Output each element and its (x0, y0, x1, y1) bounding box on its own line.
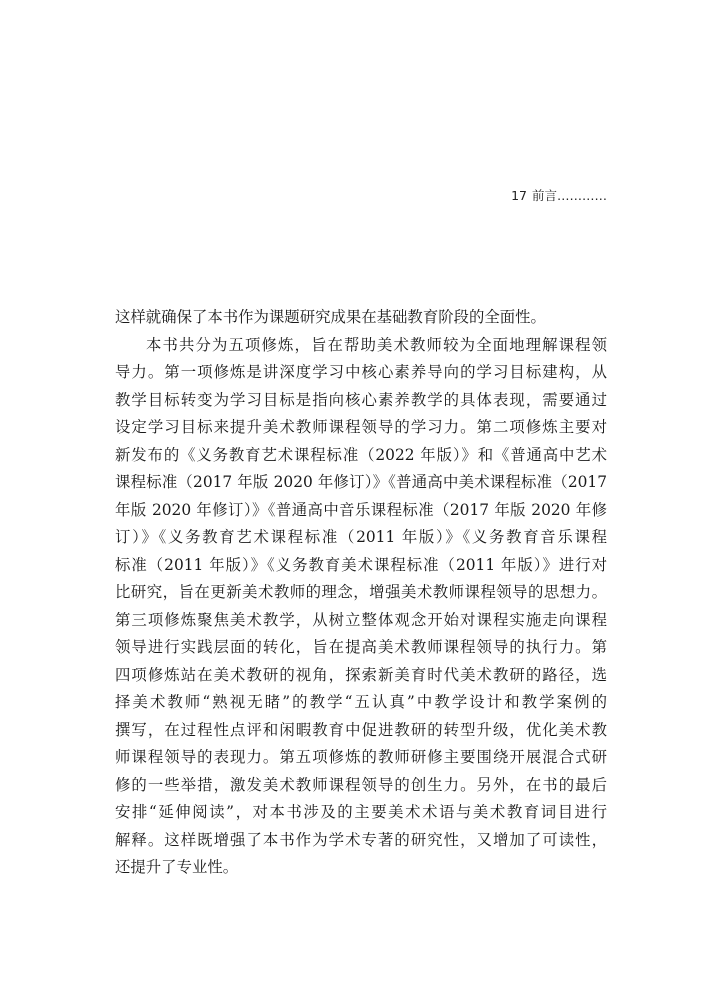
paragraph-line: 修的一些举措，激发美术教师课程领导的创生力。另外，在书的最后 (115, 775, 607, 794)
page-number: 17 (511, 188, 527, 203)
paragraph-line: 师课程领导的表现力。第五项修炼的教师研修主要围绕开展混合式研 (115, 748, 607, 766)
paragraph-line: 标准（2011 年版）》《义务教育美术课程标准（2011 年版）》进行对 (115, 555, 607, 574)
body-text (115, 304, 607, 882)
paragraph-line: 安排“延伸阅读”，对本书涉及的主要美术术语与美术教育词目进行 (115, 803, 607, 821)
paragraph-line: 年版 2020 年修订）》《普通高中音乐课程标准（2017 年版 2020 年修 (115, 500, 607, 519)
paragraph-line: 领导进行实践层面的转化，旨在提高美术教师课程领导的执行力。第 (115, 638, 607, 656)
paragraph-line: 还提升了专业性。 (115, 858, 239, 876)
paragraph-line: 撰写，在过程性点评和闲暇教育中促进教研的转型升级，优化美术教 (115, 720, 607, 739)
paragraph-line: 订）》《义务教育艺术课程标准（2011 年版）》《义务教育音乐课程 (115, 528, 607, 546)
paragraph-line: 新发布的《义务教育艺术课程标准（2022 年版）》和《普通高中艺术 (115, 445, 607, 464)
section-title: 前言………… (531, 188, 607, 203)
paragraph-line: 教学目标转变为学习目标是指向核心素养教学的具体表现，需要通过 (115, 390, 607, 409)
paragraph-line: 择美术教师“熟视无睹”的教学“五认真”中教学设计和教学案例的 (115, 693, 607, 711)
paragraph-line: 比研究，旨在更新美术教师的理念，增强美术教师课程领导的思想力。 (115, 583, 607, 601)
paragraph-line: 本书共分为五项修炼，旨在帮助美术教师较为全面地理解课程领 (146, 335, 607, 354)
paragraph-line: 这样就确保了本书作为课题研究成果在基础教育阶段的全面性。 (115, 308, 546, 326)
paragraph-line: 四项修炼站在美术教研的视角，探索新美育时代美术教研的路径，选 (115, 665, 607, 684)
paragraph-line: 设定学习目标来提升美术教师课程领导的学习力。第二项修炼主要对 (115, 418, 607, 436)
paragraph-line: 解释。这样既增强了本书作为学术专著的研究性，又增加了可读性， (115, 830, 607, 849)
paragraph-line: 第三项修炼聚焦美术教学，从树立整体观念开始对课程实施走向课程 (115, 610, 607, 629)
paragraph-line: 课程标准（2017 年版 2020 年修订）》《普通高中美术课程标准（2017 (115, 473, 607, 491)
paragraph-line: 导力。第一项修炼是讲深度学习中核心素养导向的学习目标建构，从 (115, 363, 607, 381)
running-header (511, 186, 607, 204)
